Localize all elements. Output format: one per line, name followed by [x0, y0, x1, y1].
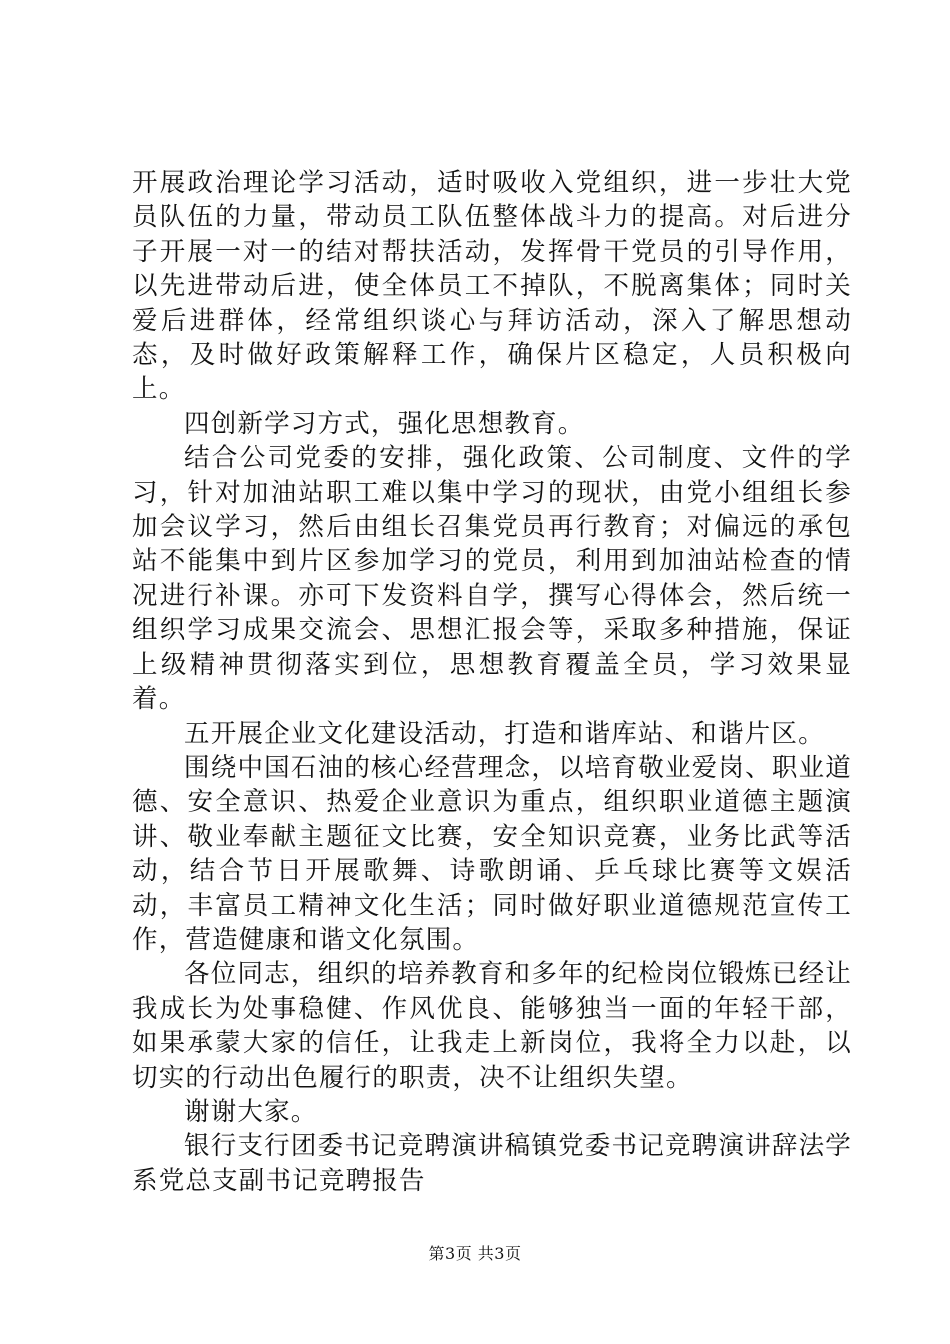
paragraph-culture: 围绕中国石油的核心经营理念，以培育敬业爱岗、职业道德、安全意识、热爱企业意识为重点，组织职业道德主题演讲、敬业奉献主题征文比赛，安全知识竞赛，业务比武等活动，结合节日开展歌舞、诗歌朗诵、乒乓球比赛等文娱活动，丰富员工精神文化生活；同时做好职业道德规范宣传工作，营造健康和谐文化氛围。 — [132, 752, 852, 955]
section-heading-four: 四创新学习方式，强化思想教育。 — [184, 408, 585, 439]
section-heading-five: 五开展企业文化建设活动，打造和谐库站、和谐片区。 — [184, 718, 825, 749]
paragraph-continuation: 开展政治理论学习活动，适时吸收入党组织，进一步壮大党员队伍的力量，带动员工队伍整体战斗力的提高。对后进分子开展一对一的结对帮扶活动，发挥骨干党员的引导作用，以先进带动后进，使全体员工不掉队，不脱离集体；同时关爱后进群体，经常组织谈心与拜访活动，深入了解思想动态，及时做好政策解释工作，确保片区稳定，人员积极向上。 — [132, 168, 852, 405]
paragraph-study: 结合公司党委的安排，强化政策、公司制度、文件的学习，针对加油站职工难以集中学习的现状，由党小组组长参加会议学习，然后由组长召集党员再行教育；对偏远的承包站不能集中到片区参加学习的党员，利用到加油站检查的情况进行补课。亦可下发资料自学，撰写心得体会，然后统一组织学习成果交流会、思想汇报会等，采取多种措施，保证上级精神贯彻落实到位，思想教育覆盖全员，学习效果显着。 — [132, 443, 852, 715]
paragraph-closing: 各位同志，组织的培养教育和多年的纪检岗位锻炼已经让我成长为处事稳健、作风优良、能够独当一面的年轻干部，如果承蒙大家的信任，让我走上新岗位，我将全力以赴，以切实的行动出色履行的职责，决不让组织失望。 — [132, 959, 852, 1093]
paragraph-thanks: 谢谢大家。 — [184, 1096, 318, 1127]
page-number-footer: 第3页 共3页 — [428, 1244, 522, 1263]
paragraph-related-titles: 银行支行团委书记竞聘演讲稿镇党委书记竞聘演讲辞法学系党总支副书记竞聘报告 — [132, 1131, 852, 1196]
document-body — [132, 166, 852, 1198]
